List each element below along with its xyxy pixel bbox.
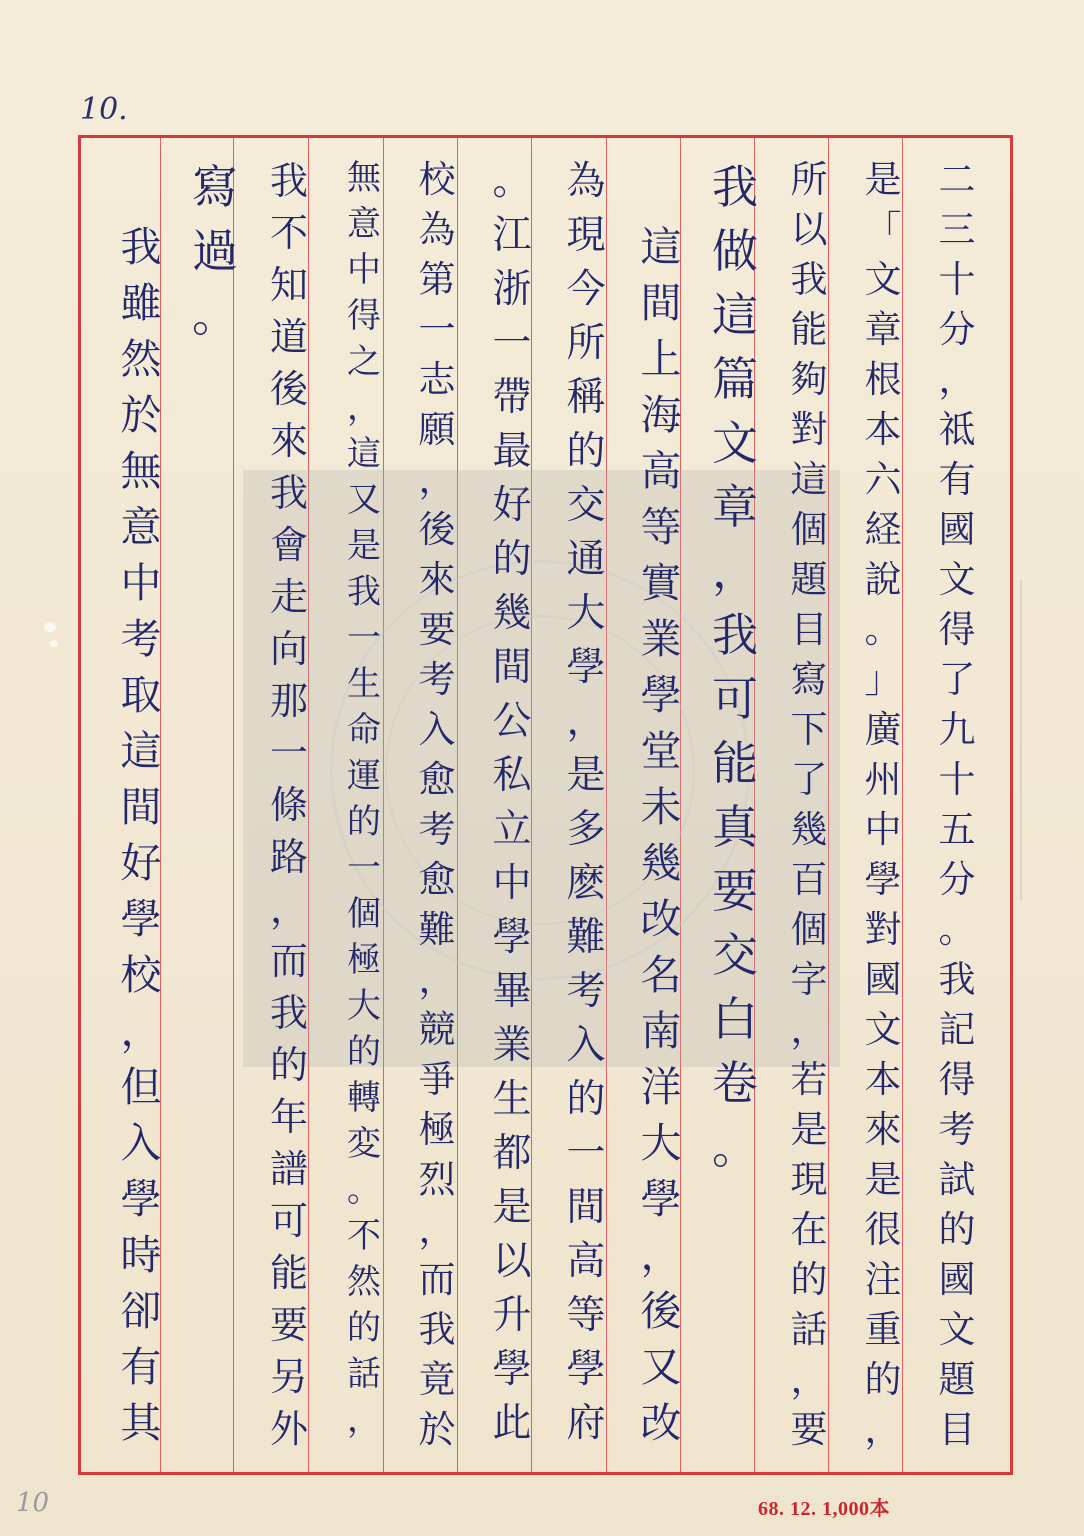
glyph: 寫 xyxy=(192,160,238,214)
glyph: 業 xyxy=(640,615,682,663)
glyph: 中 xyxy=(864,808,902,851)
glyph: 重 xyxy=(864,1308,902,1351)
glyph: 後 xyxy=(269,367,308,411)
glyph: 白 xyxy=(712,992,758,1046)
glyph: 烈 xyxy=(418,1158,456,1201)
glyph: 三 xyxy=(938,208,976,251)
glyph: 高 xyxy=(640,447,682,495)
glyph: 然 xyxy=(120,335,162,383)
glyph: 通 xyxy=(566,537,606,582)
glyph: 帶 xyxy=(492,375,532,420)
glyph: 等 xyxy=(640,503,682,551)
glyph: 竟 xyxy=(418,1358,456,1401)
glyph: 能 xyxy=(712,736,758,790)
text-column xyxy=(547,155,625,1451)
glyph: 九 xyxy=(938,708,976,751)
glyph: 又 xyxy=(347,480,381,520)
glyph: 我 xyxy=(712,608,758,662)
glyph: 最 xyxy=(492,429,532,474)
glyph: 我 xyxy=(269,471,308,515)
glyph: 本 xyxy=(864,1058,902,1101)
glyph: 五 xyxy=(938,808,976,851)
glyph: 是 xyxy=(864,158,902,201)
glyph: 卷 xyxy=(712,1056,758,1110)
glyph: 章 xyxy=(712,480,758,534)
glyph: 為 xyxy=(566,159,606,204)
glyph: 廣 xyxy=(864,708,902,751)
glyph: 卻 xyxy=(120,1287,162,1335)
glyph: 字 xyxy=(790,958,828,1001)
glyph: 入 xyxy=(418,708,456,751)
glyph: 學 xyxy=(492,915,532,960)
glyph: ， xyxy=(418,458,456,501)
glyph: 我 xyxy=(418,1308,456,1351)
glyph: 一 xyxy=(269,731,308,775)
glyph: 這 xyxy=(120,727,162,775)
glyph: 六 xyxy=(864,458,902,501)
glyph: 個 xyxy=(790,508,828,551)
glyph: 以 xyxy=(790,208,828,251)
glyph: 交 xyxy=(566,483,606,528)
glyph: 極 xyxy=(418,1108,456,1151)
glyph: 可 xyxy=(712,672,758,726)
glyph: 能 xyxy=(269,1251,308,1295)
glyph: 名 xyxy=(640,951,682,999)
text-column xyxy=(102,219,180,1451)
print-mark: 68. 12. 1,000本 xyxy=(758,1498,890,1520)
glyph: 改 xyxy=(640,1399,682,1447)
glyph: 未 xyxy=(640,783,682,831)
glyph: 於 xyxy=(418,1408,456,1451)
glyph: 的 xyxy=(938,1208,976,1251)
text-column xyxy=(770,155,848,1455)
glyph: 篇 xyxy=(712,352,758,406)
glyph: 一 xyxy=(566,1131,606,1176)
glyph: 學 xyxy=(120,1175,162,1223)
page-number: 10. xyxy=(80,92,128,127)
glyph: 運 xyxy=(347,756,381,796)
glyph: 州 xyxy=(864,758,902,801)
glyph: 得 xyxy=(347,296,381,336)
glyph: ， xyxy=(790,1008,828,1051)
glyph: 立 xyxy=(492,807,532,852)
glyph: 後 xyxy=(418,508,456,551)
glyph: 的 xyxy=(492,537,532,582)
glyph: 。 xyxy=(938,908,976,951)
paper-blot xyxy=(50,640,58,647)
glyph: 考 xyxy=(418,658,456,701)
glyph: 夠 xyxy=(790,358,828,401)
glyph: 」 xyxy=(864,658,902,701)
glyph: 十 xyxy=(938,758,976,801)
glyph: 大 xyxy=(640,1119,682,1167)
glyph: 可 xyxy=(269,1199,308,1243)
glyph: 都 xyxy=(492,1131,532,1176)
glyph: 這 xyxy=(790,458,828,501)
glyph: 學 xyxy=(864,858,902,901)
glyph: 後 xyxy=(640,1287,682,1335)
glyph: 幾 xyxy=(640,839,682,887)
glyph: 爭 xyxy=(418,1058,456,1101)
glyph: 好 xyxy=(120,839,162,887)
text-column xyxy=(325,155,403,1443)
glyph: 雖 xyxy=(120,279,162,327)
glyph: 中 xyxy=(347,250,381,290)
glyph: 間 xyxy=(492,645,532,690)
text-column xyxy=(398,155,476,1455)
glyph: 這 xyxy=(640,223,682,271)
glyph: 目 xyxy=(938,1408,976,1451)
glyph: 國 xyxy=(938,508,976,551)
glyph: 其 xyxy=(120,1399,162,1447)
glyph: 的 xyxy=(864,1358,902,1401)
glyph: 無 xyxy=(347,158,381,198)
glyph: 於 xyxy=(120,391,162,439)
glyph: 願 xyxy=(418,408,456,451)
glyph: 我 xyxy=(938,958,976,1001)
glyph: 的 xyxy=(347,1308,381,1348)
glyph: 而 xyxy=(418,1258,456,1301)
glyph: 譜 xyxy=(269,1147,308,1191)
glyph: 走 xyxy=(269,575,308,619)
glyph: 的 xyxy=(269,1043,308,1087)
glyph: 経 xyxy=(864,508,902,551)
glyph: 寫 xyxy=(790,658,828,701)
glyph: 競 xyxy=(418,1008,456,1051)
glyph: 真 xyxy=(712,800,758,854)
glyph: 做 xyxy=(712,224,758,278)
glyph: 學 xyxy=(120,895,162,943)
glyph: 條 xyxy=(269,783,308,827)
glyph: ， xyxy=(566,699,606,744)
glyph: 試 xyxy=(938,1158,976,1201)
glyph: 能 xyxy=(790,308,828,351)
glyph: 道 xyxy=(269,315,308,359)
glyph: 生 xyxy=(492,1077,532,1122)
glyph: 但 xyxy=(120,1063,162,1111)
glyph: 第 xyxy=(418,258,456,301)
glyph: 間 xyxy=(566,1185,606,1230)
glyph: 文 xyxy=(864,258,902,301)
text-column xyxy=(622,219,700,1451)
glyph: 話 xyxy=(790,1308,828,1351)
glyph: 章 xyxy=(864,308,902,351)
glyph: 本 xyxy=(864,408,902,451)
glyph: 我 xyxy=(347,572,381,612)
text-column xyxy=(918,155,996,1455)
glyph: 。 xyxy=(712,1120,758,1174)
glyph: 畢 xyxy=(492,969,532,1014)
glyph: 不 xyxy=(269,211,308,255)
glyph: 是 xyxy=(566,753,606,798)
glyph: 府 xyxy=(566,1401,606,1446)
glyph: 。 xyxy=(347,1170,381,1210)
glyph: 國 xyxy=(938,1258,976,1301)
glyph: 是 xyxy=(492,1185,532,1230)
glyph: 來 xyxy=(269,419,308,463)
glyph: 不 xyxy=(347,1216,381,1256)
glyph: 題 xyxy=(790,558,828,601)
glyph: 校 xyxy=(418,158,456,201)
glyph: 得 xyxy=(938,1058,976,1101)
glyph: 要 xyxy=(790,1408,828,1451)
bottom-page-number: 10 xyxy=(16,1488,50,1518)
glyph: 浙 xyxy=(492,267,532,312)
glyph: 愈 xyxy=(418,858,456,901)
glyph: 這 xyxy=(347,434,381,474)
glyph: 一 xyxy=(347,848,381,888)
glyph: 要 xyxy=(269,1303,308,1347)
paper-blot xyxy=(44,622,56,632)
glyph: 是 xyxy=(864,1158,902,1201)
glyph: 考 xyxy=(938,1108,976,1151)
glyph: 今 xyxy=(566,267,606,312)
glyph: 意 xyxy=(120,503,162,551)
glyph: 「 xyxy=(864,208,902,251)
glyph: 好 xyxy=(492,483,532,528)
glyph: 若 xyxy=(790,1058,828,1101)
glyph: 考 xyxy=(120,615,162,663)
glyph: 文 xyxy=(938,1308,976,1351)
glyph: 幾 xyxy=(492,591,532,636)
glyph: 間 xyxy=(120,783,162,831)
glyph: 愈 xyxy=(418,758,456,801)
glyph: 一 xyxy=(347,618,381,658)
glyph: 一 xyxy=(418,308,456,351)
glyph: 升 xyxy=(492,1293,532,1338)
glyph: 之 xyxy=(347,342,381,382)
glyph: ， xyxy=(269,887,308,931)
paper-fold-shadow xyxy=(1020,580,1022,900)
glyph: 交 xyxy=(712,928,758,982)
glyph: 大 xyxy=(347,986,381,1026)
glyph: 我 xyxy=(712,160,758,214)
glyph: 業 xyxy=(492,1023,532,1068)
glyph: 目 xyxy=(790,608,828,651)
glyph: 等 xyxy=(566,1293,606,1338)
glyph: 向 xyxy=(269,627,308,671)
glyph: 校 xyxy=(120,951,162,999)
glyph: 十 xyxy=(938,258,976,301)
glyph: 時 xyxy=(120,1231,162,1279)
glyph: 入 xyxy=(566,1023,606,1068)
glyph: 學 xyxy=(566,1347,606,1392)
glyph: 然 xyxy=(347,1262,381,1302)
glyph: 另 xyxy=(269,1355,308,1399)
glyph: 為 xyxy=(418,208,456,251)
glyph: 此 xyxy=(492,1401,532,1446)
glyph: 而 xyxy=(269,939,308,983)
glyph: 公 xyxy=(492,699,532,744)
glyph: 我 xyxy=(269,159,308,203)
glyph: 轉 xyxy=(347,1078,381,1118)
glyph: 文 xyxy=(712,416,758,470)
glyph: 江 xyxy=(492,213,532,258)
glyph: 會 xyxy=(269,523,308,567)
glyph: 學 xyxy=(566,645,606,690)
glyph: 路 xyxy=(269,835,308,879)
glyph: 的 xyxy=(790,1258,828,1301)
glyph: 我 xyxy=(790,258,828,301)
glyph: 學 xyxy=(492,1347,532,1392)
glyph: 変 xyxy=(347,1124,381,1164)
glyph: 生 xyxy=(347,664,381,704)
glyph: 來 xyxy=(864,1108,902,1151)
glyph: 對 xyxy=(790,408,828,451)
glyph: 堂 xyxy=(640,727,682,775)
glyph: ， xyxy=(864,1408,902,1451)
glyph: 所 xyxy=(790,158,828,201)
glyph: 學 xyxy=(640,671,682,719)
glyph: 要 xyxy=(712,864,758,918)
glyph: 幾 xyxy=(790,808,828,851)
glyph: 麽 xyxy=(566,861,606,906)
glyph: 外 xyxy=(269,1407,308,1451)
glyph: 我 xyxy=(269,991,308,1035)
glyph: 的 xyxy=(566,429,606,474)
glyph: 在 xyxy=(790,1208,828,1251)
glyph: 話 xyxy=(347,1354,381,1394)
text-column xyxy=(844,155,922,1455)
glyph: 個 xyxy=(347,894,381,934)
glyph: 海 xyxy=(640,391,682,439)
glyph: 極 xyxy=(347,940,381,980)
glyph: ， xyxy=(418,1208,456,1251)
glyph: 大 xyxy=(566,591,606,636)
glyph: 記 xyxy=(938,1008,976,1051)
glyph: 多 xyxy=(566,807,606,852)
glyph: 稱 xyxy=(566,375,606,420)
glyph: 個 xyxy=(790,908,828,951)
glyph: 很 xyxy=(864,1208,902,1251)
glyph: 的 xyxy=(347,1032,381,1072)
glyph: 二 xyxy=(938,158,976,201)
glyph: 來 xyxy=(418,558,456,601)
glyph: ， xyxy=(790,1358,828,1401)
glyph: 的 xyxy=(566,1077,606,1122)
glyph: 。 xyxy=(864,608,902,651)
glyph: 難 xyxy=(566,915,606,960)
glyph: 有 xyxy=(120,1343,162,1391)
glyph: ， xyxy=(938,358,976,401)
glyph: 高 xyxy=(566,1239,606,1284)
glyph: 實 xyxy=(640,559,682,607)
glyph: 。 xyxy=(492,159,532,204)
glyph: 國 xyxy=(864,958,902,1001)
glyph: 中 xyxy=(492,861,532,906)
glyph: ， xyxy=(640,1231,682,1279)
glyph: 注 xyxy=(864,1258,902,1301)
glyph: 根 xyxy=(864,358,902,401)
glyph: 學 xyxy=(640,1175,682,1223)
glyph: 是 xyxy=(790,1108,828,1151)
glyph: 說 xyxy=(864,558,902,601)
glyph: 取 xyxy=(120,671,162,719)
text-column xyxy=(250,155,328,1455)
text-column xyxy=(176,155,254,347)
glyph: 上 xyxy=(640,335,682,383)
glyph: 知 xyxy=(269,263,308,307)
glyph: 中 xyxy=(120,559,162,607)
glyph: 百 xyxy=(790,858,828,901)
glyph: 改 xyxy=(640,895,682,943)
glyph: 考 xyxy=(418,808,456,851)
glyph: 分 xyxy=(938,858,976,901)
glyph: 現 xyxy=(566,213,606,258)
glyph: 考 xyxy=(566,969,606,1014)
glyph: ， xyxy=(347,1400,381,1440)
glyph: 要 xyxy=(418,608,456,651)
glyph: 我 xyxy=(120,223,162,271)
glyph: 所 xyxy=(566,321,606,366)
glyph: 文 xyxy=(864,1008,902,1051)
glyph: 這 xyxy=(712,288,758,342)
glyph: 南 xyxy=(640,1007,682,1055)
glyph: 那 xyxy=(269,679,308,723)
glyph: 題 xyxy=(938,1358,976,1401)
glyph: 一 xyxy=(492,321,532,366)
glyph: 私 xyxy=(492,753,532,798)
glyph: 無 xyxy=(120,447,162,495)
glyph: 。 xyxy=(192,288,238,342)
glyph: 過 xyxy=(192,224,238,278)
glyph: 又 xyxy=(640,1343,682,1391)
glyph: 了 xyxy=(938,658,976,701)
glyph: ， xyxy=(120,1007,162,1055)
glyph: 得 xyxy=(938,608,976,651)
glyph: 年 xyxy=(269,1095,308,1139)
text-column xyxy=(696,155,774,1179)
glyph: 祗 xyxy=(938,408,976,451)
glyph: 難 xyxy=(418,908,456,951)
glyph: 洋 xyxy=(640,1063,682,1111)
glyph: 了 xyxy=(790,758,828,801)
glyph: 意 xyxy=(347,204,381,244)
glyph: 入 xyxy=(120,1119,162,1167)
glyph: ， xyxy=(712,544,758,598)
glyph: 以 xyxy=(492,1239,532,1284)
glyph: 現 xyxy=(790,1158,828,1201)
glyph: 志 xyxy=(418,358,456,401)
glyph: ， xyxy=(418,958,456,1001)
glyph: 命 xyxy=(347,710,381,750)
glyph: ， xyxy=(347,388,381,428)
glyph: 的 xyxy=(347,802,381,842)
glyph: 下 xyxy=(790,708,828,751)
glyph: 間 xyxy=(640,279,682,327)
glyph: 文 xyxy=(938,558,976,601)
glyph: 是 xyxy=(347,526,381,566)
glyph: 分 xyxy=(938,308,976,351)
glyph: 對 xyxy=(864,908,902,951)
text-column xyxy=(473,155,551,1451)
glyph: 有 xyxy=(938,458,976,501)
